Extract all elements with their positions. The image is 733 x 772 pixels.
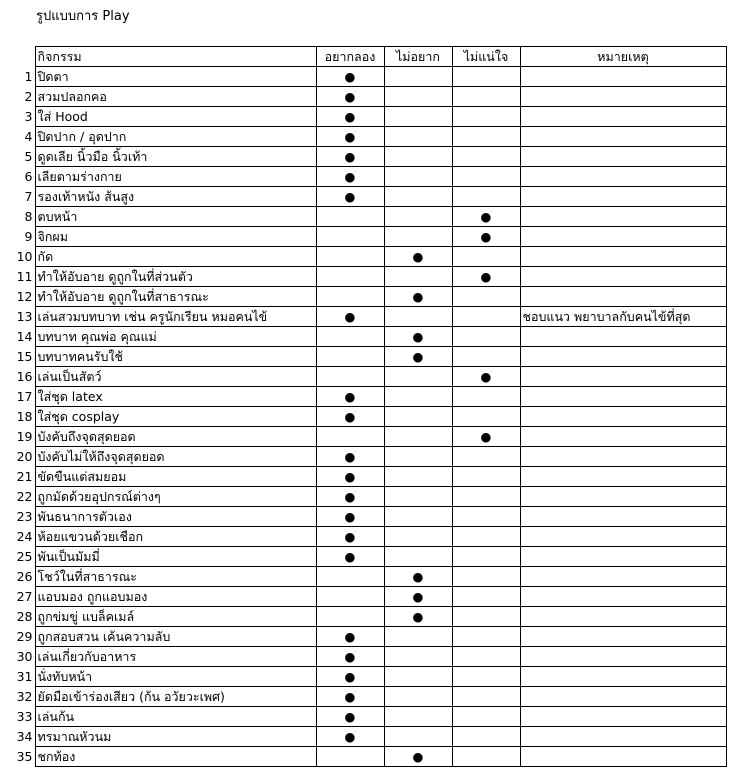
row-number: 9: [24, 229, 33, 244]
dont-want-cell[interactable]: [384, 367, 452, 387]
table-row: [0, 367, 726, 387]
dont-want-cell[interactable]: [384, 627, 452, 647]
not-sure-cell[interactable]: [452, 727, 520, 747]
not-sure-cell[interactable]: [452, 547, 520, 567]
not-sure-cell[interactable]: [452, 207, 520, 227]
note-cell[interactable]: [520, 227, 726, 247]
row-number: 1: [24, 69, 33, 84]
note-cell[interactable]: [520, 667, 726, 687]
table-row: [0, 207, 726, 227]
row-number: 7: [24, 189, 33, 204]
not-sure-cell[interactable]: [452, 467, 520, 487]
not-sure-cell[interactable]: [452, 347, 520, 367]
table-row: [0, 267, 726, 287]
want-to-try-cell[interactable]: [316, 647, 384, 667]
bullet-mark-icon: ●: [480, 369, 492, 384]
table-row: [0, 587, 726, 607]
table-row: [0, 187, 726, 207]
want-to-try-cell[interactable]: [316, 227, 384, 247]
note-cell[interactable]: [520, 167, 726, 187]
note-cell[interactable]: [520, 627, 726, 647]
table-row: [0, 567, 726, 587]
activity-cell[interactable]: สวมปลอกคอ: [35, 87, 316, 107]
activity-cell[interactable]: ห้อยแขวนด้วยเชือก: [35, 527, 316, 547]
activity-cell[interactable]: แอบมอง ถูกแอบมอง: [35, 587, 316, 607]
activity-cell[interactable]: ชกท้อง: [35, 747, 316, 767]
note-cell[interactable]: [520, 547, 726, 567]
row-number: 28: [16, 609, 33, 624]
want-to-try-cell[interactable]: [316, 607, 384, 627]
bullet-mark-icon: ●: [412, 289, 424, 304]
want-to-try-cell[interactable]: [316, 747, 384, 767]
note-cell[interactable]: [520, 447, 726, 467]
table-row: [0, 407, 726, 427]
table-row: [0, 647, 726, 667]
row-number: 24: [16, 529, 33, 544]
table-row: [0, 287, 726, 307]
activity-cell[interactable]: ปิดปาก / อุดปาก: [35, 127, 316, 147]
want-to-try-cell[interactable]: [316, 207, 384, 227]
not-sure-cell[interactable]: [452, 707, 520, 727]
note-cell[interactable]: [520, 527, 726, 547]
dont-want-cell[interactable]: [384, 147, 452, 167]
bullet-mark-icon: ●: [412, 609, 424, 624]
dont-want-cell[interactable]: [384, 327, 452, 347]
not-sure-cell[interactable]: [452, 307, 520, 327]
want-to-try-cell[interactable]: [316, 67, 384, 87]
bullet-mark-icon: ●: [480, 229, 492, 244]
bullet-mark-icon: ●: [412, 569, 424, 584]
activity-cell[interactable]: ยัดมือเข้าร่องเสียว (ก้น อวัยวะเพศ): [35, 687, 316, 707]
dont-want-cell[interactable]: [384, 207, 452, 227]
bullet-mark-icon: ●: [480, 209, 492, 224]
note-cell[interactable]: [520, 507, 726, 527]
dont-want-cell[interactable]: [384, 67, 452, 87]
table-row: [0, 527, 726, 547]
row-number: 3: [24, 109, 33, 124]
bullet-mark-icon: ●: [412, 249, 424, 264]
want-to-try-cell[interactable]: [316, 247, 384, 267]
not-sure-cell[interactable]: [452, 647, 520, 667]
row-number: 18: [16, 409, 33, 424]
bullet-mark-icon: ●: [344, 309, 356, 324]
activity-cell[interactable]: เล่นเป็นสัตว์: [35, 367, 316, 387]
activity-cell[interactable]: ปิดตา: [35, 67, 316, 87]
dont-want-cell[interactable]: [384, 707, 452, 727]
table-row: [0, 727, 726, 747]
bullet-mark-icon: ●: [412, 329, 424, 344]
not-sure-cell[interactable]: [452, 127, 520, 147]
want-to-try-cell[interactable]: [316, 567, 384, 587]
activity-cell[interactable]: ถูกมัดด้วยอุปกรณ์ต่างๆ: [35, 487, 316, 507]
row-number: 15: [16, 349, 33, 364]
dont-want-cell[interactable]: [384, 687, 452, 707]
table-row: [0, 707, 726, 727]
table-row: [0, 307, 726, 327]
table-row: [0, 667, 726, 687]
note-cell[interactable]: [520, 487, 726, 507]
activity-cell[interactable]: ใส่ชุด latex: [35, 387, 316, 407]
not-sure-cell[interactable]: [452, 447, 520, 467]
row-number: 29: [16, 629, 33, 644]
bullet-mark-icon: ●: [344, 469, 356, 484]
table-row: [0, 547, 726, 567]
dont-want-cell[interactable]: [384, 467, 452, 487]
not-sure-cell[interactable]: [452, 587, 520, 607]
want-to-try-cell[interactable]: [316, 707, 384, 727]
note-cell[interactable]: [520, 287, 726, 307]
note-cell[interactable]: [520, 147, 726, 167]
bullet-mark-icon: ●: [344, 729, 356, 744]
not-sure-cell[interactable]: [452, 87, 520, 107]
activity-cell[interactable]: รองเท้าหนัง ส้นสูง: [35, 187, 316, 207]
row-number: 22: [16, 489, 33, 504]
table-row: [0, 127, 726, 147]
note-cell[interactable]: [520, 387, 726, 407]
dont-want-cell[interactable]: [384, 507, 452, 527]
want-to-try-cell[interactable]: [316, 427, 384, 447]
table-row: [0, 347, 726, 367]
activity-cell[interactable]: นั่งทับหน้า: [35, 667, 316, 687]
want-to-try-cell[interactable]: [316, 667, 384, 687]
not-sure-cell[interactable]: [452, 507, 520, 527]
row-number: 6: [24, 169, 33, 184]
dont-want-cell[interactable]: [384, 387, 452, 407]
note-cell[interactable]: [520, 567, 726, 587]
want-to-try-cell[interactable]: [316, 187, 384, 207]
bullet-mark-icon: ●: [344, 109, 356, 124]
activity-cell[interactable]: ตบหน้า: [35, 207, 316, 227]
not-sure-cell[interactable]: [452, 327, 520, 347]
row-number: 4: [24, 129, 33, 144]
table-row: [0, 467, 726, 487]
note-cell[interactable]: [520, 587, 726, 607]
want-to-try-cell[interactable]: [316, 727, 384, 747]
want-to-try-cell[interactable]: [316, 627, 384, 647]
bullet-mark-icon: ●: [344, 189, 356, 204]
want-to-try-cell[interactable]: [316, 447, 384, 467]
note-cell[interactable]: [520, 727, 726, 747]
not-sure-cell[interactable]: [452, 367, 520, 387]
dont-want-cell[interactable]: [384, 567, 452, 587]
bullet-mark-icon: ●: [344, 649, 356, 664]
want-to-try-cell[interactable]: [316, 587, 384, 607]
bullet-mark-icon: ●: [344, 689, 356, 704]
table-row: [0, 487, 726, 507]
not-sure-cell[interactable]: [452, 147, 520, 167]
table-row: [0, 167, 726, 187]
row-number: 19: [16, 429, 33, 444]
row-number: 25: [16, 549, 33, 564]
activity-cell[interactable]: บทบาทคนรับใช้: [35, 347, 316, 367]
table-row: [0, 67, 726, 87]
not-sure-cell[interactable]: [452, 407, 520, 427]
row-number: 26: [16, 569, 33, 584]
want-to-try-cell[interactable]: [316, 347, 384, 367]
table-row: [0, 147, 726, 167]
dont-want-cell[interactable]: [384, 347, 452, 367]
header-num-cell: [0, 47, 35, 67]
activity-cell[interactable]: ถูกข่มขู่ แบล็คเมล์: [35, 607, 316, 627]
dont-want-cell[interactable]: [384, 547, 452, 567]
header-row: [0, 47, 726, 67]
table-row: [0, 227, 726, 247]
want-to-try-cell[interactable]: [316, 307, 384, 327]
header-dont-want[interactable]: ไม่อยาก: [384, 47, 452, 67]
want-to-try-cell[interactable]: [316, 507, 384, 527]
bullet-mark-icon: ●: [344, 449, 356, 464]
not-sure-cell[interactable]: [452, 607, 520, 627]
note-cell[interactable]: [520, 647, 726, 667]
dont-want-cell[interactable]: [384, 107, 452, 127]
dont-want-cell[interactable]: [384, 267, 452, 287]
bullet-mark-icon: ●: [344, 149, 356, 164]
note-cell[interactable]: [520, 187, 726, 207]
dont-want-cell[interactable]: [384, 607, 452, 627]
not-sure-cell[interactable]: [452, 427, 520, 447]
not-sure-cell[interactable]: [452, 667, 520, 687]
dont-want-cell[interactable]: [384, 407, 452, 427]
bullet-mark-icon: ●: [344, 669, 356, 684]
want-to-try-cell[interactable]: [316, 107, 384, 127]
bullet-mark-icon: ●: [412, 749, 424, 764]
not-sure-cell[interactable]: [452, 747, 520, 767]
bullet-mark-icon: ●: [344, 709, 356, 724]
row-number: 23: [16, 509, 33, 524]
not-sure-cell[interactable]: [452, 287, 520, 307]
want-to-try-cell[interactable]: [316, 487, 384, 507]
table-row: [0, 87, 726, 107]
note-cell[interactable]: [520, 127, 726, 147]
want-to-try-cell[interactable]: [316, 527, 384, 547]
note-cell[interactable]: [520, 327, 726, 347]
activity-cell[interactable]: โชว์ในที่สาธารณะ: [35, 567, 316, 587]
bullet-mark-icon: ●: [344, 69, 356, 84]
table-row: [0, 507, 726, 527]
play-preferences-table: [0, 46, 727, 767]
activity-cell[interactable]: เล่นเกี่ยวกับอาหาร: [35, 647, 316, 667]
dont-want-cell[interactable]: [384, 527, 452, 547]
row-number: 16: [16, 369, 33, 384]
activity-cell[interactable]: เล่นก้น: [35, 707, 316, 727]
note-cell[interactable]: [520, 747, 726, 767]
activity-cell[interactable]: ทำให้อับอาย ดูถูกในที่สาธารณะ: [35, 287, 316, 307]
row-number: 11: [16, 269, 33, 284]
want-to-try-cell[interactable]: [316, 147, 384, 167]
note-cell[interactable]: [520, 87, 726, 107]
not-sure-cell[interactable]: [452, 227, 520, 247]
dont-want-cell[interactable]: [384, 287, 452, 307]
table-row: [0, 327, 726, 347]
activity-cell[interactable]: บังคับถึงจุดสุดยอด: [35, 427, 316, 447]
note-cell[interactable]: [520, 267, 726, 287]
not-sure-cell[interactable]: [452, 267, 520, 287]
activity-cell[interactable]: พันเป็นมัมมี่: [35, 547, 316, 567]
activity-cell[interactable]: ดูดเลีย นิ้วมือ นิ้วเท้า: [35, 147, 316, 167]
bullet-mark-icon: ●: [344, 169, 356, 184]
note-cell[interactable]: [520, 247, 726, 267]
want-to-try-cell[interactable]: [316, 87, 384, 107]
row-number: 14: [16, 329, 33, 344]
dont-want-cell[interactable]: [384, 447, 452, 467]
note-cell[interactable]: [520, 607, 726, 627]
want-to-try-cell[interactable]: [316, 287, 384, 307]
bullet-mark-icon: ●: [480, 269, 492, 284]
table-row: [0, 107, 726, 127]
bullet-mark-icon: ●: [344, 629, 356, 644]
table-row: [0, 427, 726, 447]
row-number: 31: [16, 669, 33, 684]
note-cell[interactable]: [520, 67, 726, 87]
note-cell[interactable]: [520, 367, 726, 387]
note-cell[interactable]: [520, 107, 726, 127]
dont-want-cell[interactable]: [384, 87, 452, 107]
note-cell[interactable]: [520, 467, 726, 487]
dont-want-cell[interactable]: [384, 667, 452, 687]
dont-want-cell[interactable]: [384, 727, 452, 747]
row-number: 32: [16, 689, 33, 704]
sheet-title: รูปแบบการ Play: [36, 9, 130, 24]
note-cell[interactable]: [520, 707, 726, 727]
activity-cell[interactable]: ทำให้อับอาย ดูถูกในที่ส่วนตัว: [35, 267, 316, 287]
table-row: [0, 247, 726, 267]
want-to-try-cell[interactable]: [316, 167, 384, 187]
activity-cell[interactable]: ทรมาณหัวนม: [35, 727, 316, 747]
row-number: 13: [16, 309, 33, 324]
dont-want-cell[interactable]: [384, 487, 452, 507]
table-row: [0, 447, 726, 467]
row-number: 21: [16, 469, 33, 484]
not-sure-cell[interactable]: [452, 487, 520, 507]
row-number: 33: [16, 709, 33, 724]
bullet-mark-icon: ●: [344, 89, 356, 104]
want-to-try-cell[interactable]: [316, 367, 384, 387]
note-cell[interactable]: [520, 427, 726, 447]
table-row: [0, 747, 726, 767]
bullet-mark-icon: ●: [344, 509, 356, 524]
activity-cell[interactable]: บทบาท คุณพ่อ คุณแม่: [35, 327, 316, 347]
dont-want-cell[interactable]: [384, 187, 452, 207]
activity-cell[interactable]: พันธนาการตัวเอง: [35, 507, 316, 527]
header-notes[interactable]: หมายเหตุ: [520, 47, 726, 67]
not-sure-cell[interactable]: [452, 187, 520, 207]
activity-cell[interactable]: จิกผม: [35, 227, 316, 247]
dont-want-cell[interactable]: [384, 167, 452, 187]
row-number: 34: [16, 729, 33, 744]
header-activity[interactable]: กิจกรรม: [35, 47, 316, 67]
table-row: [0, 687, 726, 707]
dont-want-cell[interactable]: [384, 427, 452, 447]
row-number: 12: [16, 289, 33, 304]
row-number: 35: [16, 749, 33, 764]
activity-cell[interactable]: ถูกสอบสวน เค้นความลับ: [35, 627, 316, 647]
dont-want-cell[interactable]: [384, 647, 452, 667]
not-sure-cell[interactable]: [452, 527, 520, 547]
bullet-mark-icon: ●: [480, 429, 492, 444]
want-to-try-cell[interactable]: [316, 407, 384, 427]
not-sure-cell[interactable]: [452, 167, 520, 187]
row-number: 5: [24, 149, 33, 164]
table-row: [0, 607, 726, 627]
row-number: 17: [16, 389, 33, 404]
not-sure-cell[interactable]: [452, 687, 520, 707]
dont-want-cell[interactable]: [384, 227, 452, 247]
activity-cell[interactable]: เล่นสวมบทบาท เช่น ครูนักเรียน หมอคนไข้: [35, 307, 316, 327]
bullet-mark-icon: ●: [412, 589, 424, 604]
want-to-try-cell[interactable]: [316, 687, 384, 707]
activity-cell[interactable]: ใส่ Hood: [35, 107, 316, 127]
activity-cell[interactable]: ใส่ชุด cosplay: [35, 407, 316, 427]
header-want-to-try[interactable]: อยากลอง: [316, 47, 384, 67]
not-sure-cell[interactable]: [452, 627, 520, 647]
row-number: 2: [24, 89, 33, 104]
dont-want-cell[interactable]: [384, 127, 452, 147]
dont-want-cell[interactable]: [384, 587, 452, 607]
activity-cell[interactable]: ขัดขืนแต่สมยอม: [35, 467, 316, 487]
want-to-try-cell[interactable]: [316, 127, 384, 147]
note-cell[interactable]: [520, 207, 726, 227]
activity-cell[interactable]: บังคับไม่ให้ถึงจุดสุดยอด: [35, 447, 316, 467]
bullet-mark-icon: ●: [344, 529, 356, 544]
note-cell[interactable]: [520, 687, 726, 707]
want-to-try-cell[interactable]: [316, 467, 384, 487]
want-to-try-cell[interactable]: [316, 327, 384, 347]
table-row: [0, 387, 726, 407]
not-sure-cell[interactable]: [452, 107, 520, 127]
want-to-try-cell[interactable]: [316, 547, 384, 567]
row-number: 8: [24, 209, 33, 224]
note-cell[interactable]: [520, 407, 726, 427]
not-sure-cell[interactable]: [452, 387, 520, 407]
activity-cell[interactable]: เลียตามร่างกาย: [35, 167, 316, 187]
not-sure-cell[interactable]: [452, 247, 520, 267]
bullet-mark-icon: ●: [344, 389, 356, 404]
bullet-mark-icon: ●: [344, 549, 356, 564]
dont-want-cell[interactable]: [384, 247, 452, 267]
note-cell[interactable]: [520, 347, 726, 367]
not-sure-cell[interactable]: [452, 567, 520, 587]
row-number: 10: [16, 249, 33, 264]
note-cell[interactable]: ชอบแนว พยาบาลกับคนไข้ที่สุด: [520, 307, 726, 327]
table-row: [0, 627, 726, 647]
row-number: 30: [16, 649, 33, 664]
bullet-mark-icon: ●: [344, 129, 356, 144]
row-number: 20: [16, 449, 33, 464]
bullet-mark-icon: ●: [344, 409, 356, 424]
not-sure-cell[interactable]: [452, 67, 520, 87]
bullet-mark-icon: ●: [344, 489, 356, 504]
bullet-mark-icon: ●: [412, 349, 424, 364]
row-number: 27: [16, 589, 33, 604]
want-to-try-cell[interactable]: [316, 267, 384, 287]
activity-cell[interactable]: กัด: [35, 247, 316, 267]
dont-want-cell[interactable]: [384, 747, 452, 767]
dont-want-cell[interactable]: [384, 307, 452, 327]
want-to-try-cell[interactable]: [316, 387, 384, 407]
header-not-sure[interactable]: ไม่แน่ใจ: [452, 47, 520, 67]
